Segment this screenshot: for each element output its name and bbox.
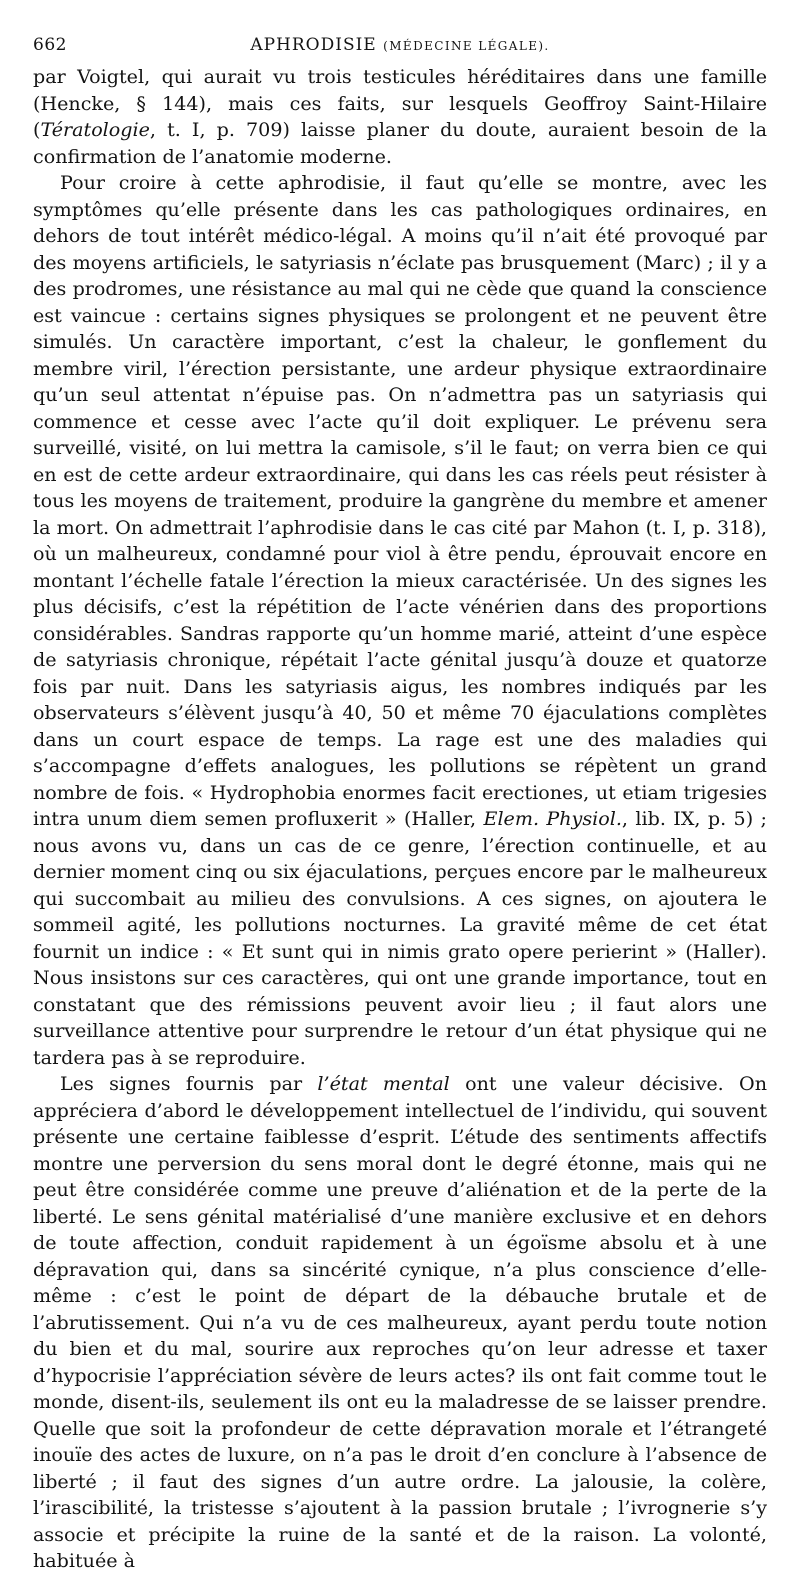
paragraph-2: Pour croire à cette aphrodisie, il faut qu’elle se montre, avec les symptômes qu’elle présente dans les cas pathologiques ordinaires, en dehors de tout intérêt médico-légal. A moins qu’il n’ait été provoqué par des moyens artificiels, le satyriasis n’éclate pas brusquement (Marc) ; il y a des prodromes, une résistance au mal qui ne cède que quand la conscience est vaincue : certains signes physiques se prolongent et ne peuvent être simulés. Un caractère important, c’est la chaleur, le gonflement du membre viril, l’érection persistante, une ardeur physique extraordinaire qu’un seul attentat n’épuise pas. On n’admettra pas un satyriasis qui commence et cesse avec l’acte qu’il doit expliquer. Le prévenu sera surveillé, visité, on lui mettra la camisole, s’il le faut; on verra bien ce qui en est de cette ardeur extraordinaire, qui dans les cas réels peut résister à tous les moyens de traitement, produire la gangrène du membre et amener la mort. On admettrait l’aphrodisie dans le cas cité par Mahon (t. I, p. 318), où un malheureux, condamné pour viol à être pendu, éprouvait encore en montant l’échelle fatale l’érection la mieux caractérisée. Un des signes les plus décisifs, c’est la répétition de l’acte vénérien dans des proportions considérables. Sandras rapporte qu’un homme marié, atteint d’une espèce de satyriasis chronique, répétait l’acte génital jusqu’à douze et quatorze fois par nuit. Dans les satyriasis aigus, les nombres indiqués par les observateurs s’élèvent jusqu’à 40, 50 et même 70 éjaculations complètes dans un court espace de temps. La rage est une des maladies qui s’accompagne d’effets analogues, les pollutions se répètent un grand nombre de fois. « Hydrophobia enormes facit erectiones, ut etiam trigesies intra unum diem semen profluxerit » (Haller, Elem. Physiol., lib. IX, p. 5) ; nous avons vu, dans un cas de ce genre, l’érection continuelle, et au dernier moment cinq ou six éjaculations, perçues encore par le malheureux qui succombait au milieu des convulsions. A ces signes, on ajoutera le sommeil agité, les pollutions nocturnes. La gravité même de cet état fournit un indice : « Et sunt qui in nimis grato opere perierint » (Haller). Nous insistons sur ces caractères, qui ont une grande importance, tout en constatant que des rémissions peuvent avoir lieu ; il faut alors une surveillance attentive pour surprendre le retour d’un état physique qui ne tardera pas à se reproduire.: [33, 171, 767, 1069]
italic-citation: l’état mental: [317, 1072, 450, 1095]
running-title-main: APHRODISIE: [250, 35, 377, 55]
running-header: [33, 30, 767, 60]
running-title-subtitle: (MÉDECINE LÉGALE).: [383, 39, 550, 53]
paragraph-1: par Voigtel, qui aurait vu trois testicules héréditaires dans une famille (Hencke, § 144), mais ces faits, sur lesquels Geoffroy Saint-Hilaire (Tératologie, t. I, p. 709) laisse planer du doute, auraient besoin de la confirmation de l’anatomie moderne.: [33, 65, 767, 168]
page-number: 662: [33, 35, 67, 55]
running-title: [33, 30, 767, 61]
paragraph-3: Les signes fournis par l’état mental ont une valeur décisive. On appréciera d’abord le développement intellectuel de l’individu, qui souvent présente une certaine faiblesse d’esprit. L’étude des sentiments affectifs montre une perversion du sens moral dont le degré étonne, mais qui ne peut être considérée comme une preuve d’aliénation et de la perte de la liberté. Le sens génital matérialisé d’une manière exclusive et en dehors de toute affection, conduit rapidement à un égoïsme absolu et à une dépravation qui, dans sa sincérité cynique, n’a plus conscience d’elle-même : c’est le point de départ de la débauche brutale et de l’abrutissement. Qui n’a vu de ces malheureux, ayant perdu toute notion du bien et du mal, sourire aux reproches qu’on leur adresse et taxer d’hypocrisie l’appréciation sévère de leurs actes? ils ont fait comme tout le monde, disent-ils, seulement ils ont eu la maladresse de se laisser prendre. Quelle que soit la profondeur de cette dépravation morale et l’étrangeté inouïe des actes de luxure, on n’a pas le droit d’en conclure à l’absence de liberté ; il faut des signes d’un autre ordre. La jalousie, la colère, l’irascibilité, la tristesse s’ajoutent à la passion brutale ; l’ivrognerie s’y associe et précipite la ruine de la santé et de la raison. La volonté, habituée à: [33, 1072, 767, 1572]
book-page: [33, 30, 767, 1575]
italic-citation: Elem. Physiol.: [483, 807, 622, 830]
body-text: [33, 64, 767, 1575]
italic-citation: Tératologie: [40, 118, 150, 141]
